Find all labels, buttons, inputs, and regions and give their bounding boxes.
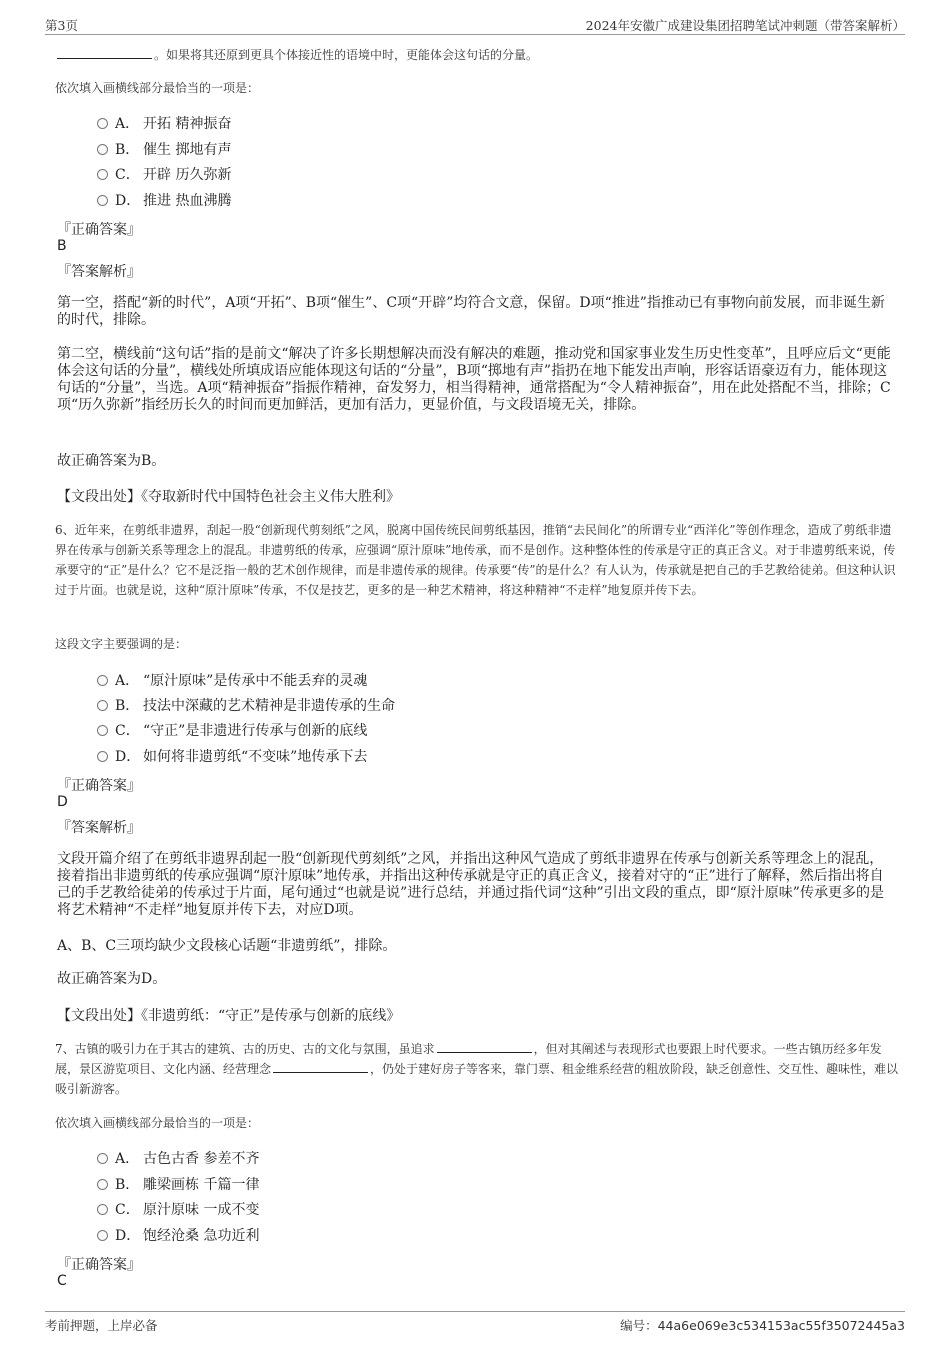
radio-icon[interactable] (97, 1230, 108, 1241)
question-5-intro-text: 。如果将其还原到更具个体接近性的语境中时，更能体会这句话的分量。 (154, 48, 539, 62)
document-title: 2024年安徽广成建设集团招聘笔试冲刺题（带答案解析） (585, 18, 905, 33)
analysis-heading: 『答案解析』 (57, 820, 141, 836)
answer-value: B (57, 238, 67, 254)
option-d[interactable]: D． 推进 热血沸腾 (97, 191, 231, 211)
question-6-prompt: 这段文字主要强调的是： (55, 637, 188, 651)
option-c[interactable]: C． 原汁原味 一成不变 (97, 1200, 259, 1220)
answer-heading: 『正确答案』 (57, 1257, 141, 1273)
analysis-paragraph: A、B、C三项均缺少文段核心话题“非遗剪纸”，排除。 (57, 938, 397, 954)
option-a[interactable]: A． “原汁原味”是传承中不能丢弃的灵魂 (97, 671, 367, 691)
radio-icon[interactable] (97, 195, 108, 206)
radio-icon[interactable] (97, 725, 108, 736)
option-d[interactable]: D． 饱经沧桑 急功近利 (97, 1226, 259, 1246)
option-b[interactable]: B． 技法中深藏的艺术精神是非遗传承的生命 (97, 696, 395, 716)
radio-icon[interactable] (97, 118, 108, 129)
radio-icon[interactable] (97, 675, 108, 686)
answer-value: D (57, 794, 68, 810)
question-5-intro (55, 45, 538, 65)
document-id: 编号：44a6e069e3c534153ac55f35072445a3 (620, 1318, 905, 1333)
radio-icon[interactable] (97, 751, 108, 762)
answer-heading: 『正确答案』 (57, 778, 141, 794)
analysis-paragraph: 第一空，搭配“新的时代”，A项“开拓”、B项“催生”、C项“开辟”均符合文意，保留。D项“推进”指推动已有事物向前发展，而非诞生新的时代，排除。 (57, 295, 885, 328)
radio-icon[interactable] (97, 169, 108, 180)
fill-blank (273, 1060, 368, 1073)
option-a[interactable]: A． 古色古香 参差不齐 (97, 1149, 259, 1169)
analysis-conclusion: 故正确答案为D。 (57, 971, 167, 987)
option-d[interactable]: D． 如何将非遗剪纸“不变味”地传承下去 (97, 747, 367, 767)
fill-blank (437, 1040, 532, 1053)
footer-slogan: 考前押题，上岸必备 (45, 1318, 158, 1333)
question-7-prompt: 依次填入画横线部分最恰当的一项是： (55, 1116, 260, 1130)
source-citation: 【文段出处】《非遗剪纸：“守正”是传承与创新的底线》 (57, 1008, 401, 1024)
question-6-stem: 6、近年来，在剪纸非遗界，刮起一股“创新现代剪刻纸”之风，脱离中国传统民间剪纸基因，推销“去民间化”的所谓专业“西洋化”等创作理念，造成了剪纸非遗界在传承与创新关系等理念上的混乱。非遗剪纸的传承，应强调“原汁原味”地传承，而不是创作。这种整体性的传承是守正的真正含义。对于非遗剪纸来说，传承要守的“正”是什么？它不是泛指一般的艺术创作规律，而是非遗传承的规律。传承要“传”的是什么？有人认为，传承就是把自己的手艺教给徒弟。但这种认识过于片面。也就是说，这种“原汁原味”传承，不仅是技艺，更多的是一种艺术精神，将这种精神“不走样”地复原并传下去。 (55, 523, 896, 597)
radio-icon[interactable] (97, 1179, 108, 1190)
analysis-conclusion: 故正确答案为B。 (57, 453, 166, 469)
option-a[interactable]: A． 开拓 精神振奋 (97, 114, 231, 134)
answer-value: C (57, 1273, 67, 1289)
fill-blank (57, 46, 152, 59)
question-7-stem: 7、古镇的吸引力在于其古的建筑、古的历史、古的文化与氛围，虽追求 ，但对其阐述与表现形式也要跟上时代要求。一些古镇历经多年发展，景区游览项目、文化内涵、经营理念 ，仍处于建好房子等客来，靠门票、租金维系经营的粗放阶段，缺乏创意性、交互性、趣味性，难以吸引新游客。 (55, 1042, 899, 1096)
option-b[interactable]: B． 雕梁画栋 千篇一律 (97, 1175, 259, 1195)
page-header (45, 14, 905, 35)
radio-icon[interactable] (97, 1204, 108, 1215)
option-b[interactable]: B． 催生 掷地有声 (97, 140, 231, 160)
analysis-paragraph: 文段开篇介绍了在剪纸非遗界刮起一股“创新现代剪刻纸”之风，并指出这种风气造成了剪纸非遗界在传承与创新关系等理念上的混乱，接着指出非遗剪纸的传承应强调“原汁原味”地传承，并指出这种传承就是守正的真正含义，接着对守的“正”进行了解释，然后指出将自己的手艺教给徒弟的传承过于片面，尾句通过“也就是说”进行总结，并通过指代词“这种”引出文段的重点，即“原汁原味”传承更多的是将艺术精神“不走样”地复原并传下去，对应D项。 (57, 851, 884, 918)
radio-icon[interactable] (97, 1153, 108, 1164)
analysis-heading: 『答案解析』 (57, 264, 141, 280)
source-citation: 【文段出处】《夺取新时代中国特色社会主义伟大胜利》 (57, 489, 400, 505)
option-c[interactable]: C． “守正”是非遗进行传承与创新的底线 (97, 721, 367, 741)
answer-heading: 『正确答案』 (57, 222, 141, 238)
question-5-prompt: 依次填入画横线部分最恰当的一项是： (55, 81, 260, 95)
page-number: 第3页 (45, 18, 78, 33)
page-footer (45, 1311, 905, 1334)
option-c[interactable]: C． 开辟 历久弥新 (97, 165, 231, 185)
analysis-paragraph: 第二空，横线前“这句话”指的是前文“解决了许多长期想解决而没有解决的难题，推动党和国家事业发生历史性变革”，且呼应后文“更能体会这句话的分量”，横线处所填成语应能体现这句话的“分量”，B项“掷地有声”指扔在地下能发出声响，形容话语豪迈有力，能体现这句话的“分量”，当选。A项“精神振奋”指振作精神，奋发努力，相当得精神，通常搭配为“令人精神振奋”，用在此处搭配不当，排除；C项“历久弥新”指经历长久的时间而更加鲜活，更加有活力，更显价值，与文段语境无关，排除。 (57, 346, 891, 413)
radio-icon[interactable] (97, 144, 108, 155)
radio-icon[interactable] (97, 700, 108, 711)
